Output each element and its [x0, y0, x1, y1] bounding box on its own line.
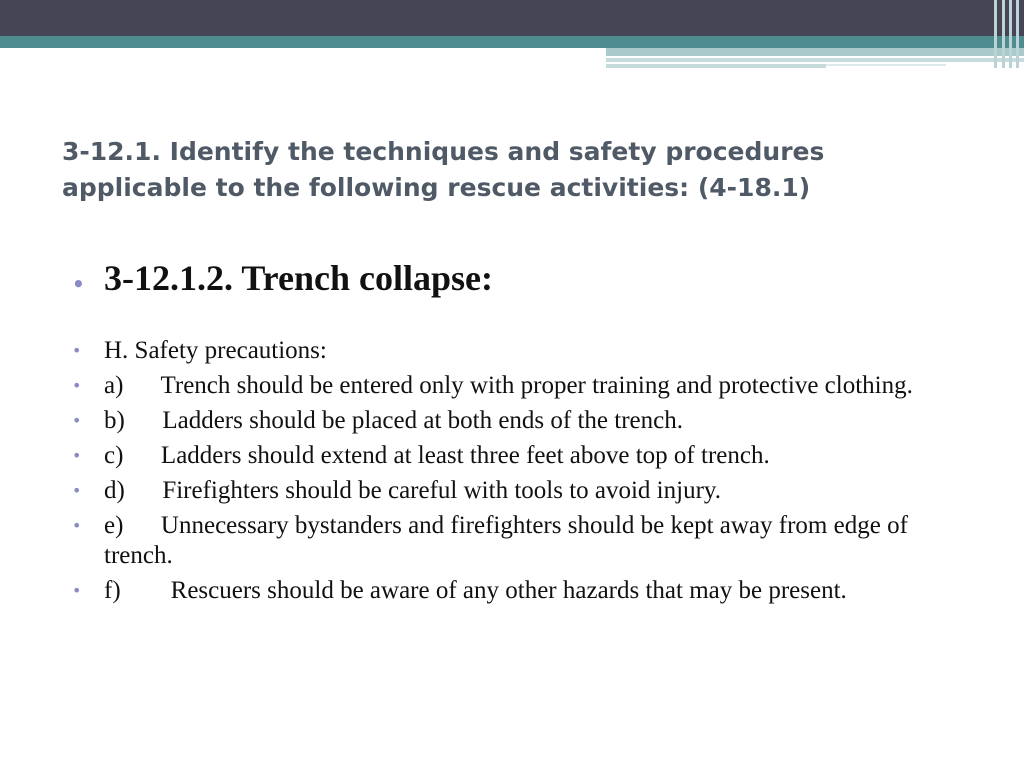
bullet-icon: • [72, 446, 82, 465]
list-item [72, 511, 952, 571]
list-item [72, 441, 952, 471]
list-item [72, 406, 952, 436]
bullet-icon: • [72, 581, 82, 600]
list-item [72, 336, 952, 366]
item-text: H. Safety precautions: [104, 337, 327, 364]
item-text: Ladders should be placed at both ends of the trench. [162, 407, 683, 434]
slide-title: 3-12.1. Identify the techniques and safety procedures applicable to the following rescue activities: (4-18.1) [62, 137, 825, 202]
heading-text: 3-12.1.2. Trench collapse: [104, 258, 493, 298]
item-text: Unnecessary bystanders and firefighters should be kept away from edge of trench. [104, 512, 908, 569]
corner-stripes [994, 0, 1024, 68]
top-banner-accent [606, 48, 1024, 56]
list-heading [72, 250, 952, 306]
bullet-icon: • [72, 272, 85, 296]
top-banner-dark [0, 0, 1024, 36]
top-banner-teal [0, 36, 1024, 48]
item-marker: c) [104, 442, 161, 469]
item-text: Trench should be entered only with proper training and protective clothing. [160, 372, 913, 399]
bullet-icon: • [72, 516, 82, 535]
item-marker: d) [104, 477, 163, 504]
top-banner-line [826, 64, 946, 66]
item-marker: e) [104, 512, 161, 539]
bullet-icon: • [72, 481, 82, 500]
bullet-icon: • [72, 411, 82, 430]
list-item [72, 476, 952, 506]
item-marker: b) [104, 407, 163, 434]
slide-content [72, 250, 952, 611]
item-marker: f) [104, 577, 171, 604]
bullet-icon: • [72, 341, 82, 360]
list-item [72, 371, 952, 401]
item-marker: a) [104, 372, 161, 399]
top-banner-line [606, 58, 1024, 62]
list-item [72, 576, 952, 606]
item-text: Ladders should extend at least three feet above top of trench. [160, 442, 770, 469]
bullet-list [72, 250, 952, 606]
item-text: Rescuers should be aware of any other hazards that may be present. [170, 577, 847, 604]
top-banner-line [606, 64, 826, 68]
bullet-icon: • [72, 376, 82, 395]
item-text: Firefighters should be careful with tools to avoid injury. [162, 477, 722, 504]
